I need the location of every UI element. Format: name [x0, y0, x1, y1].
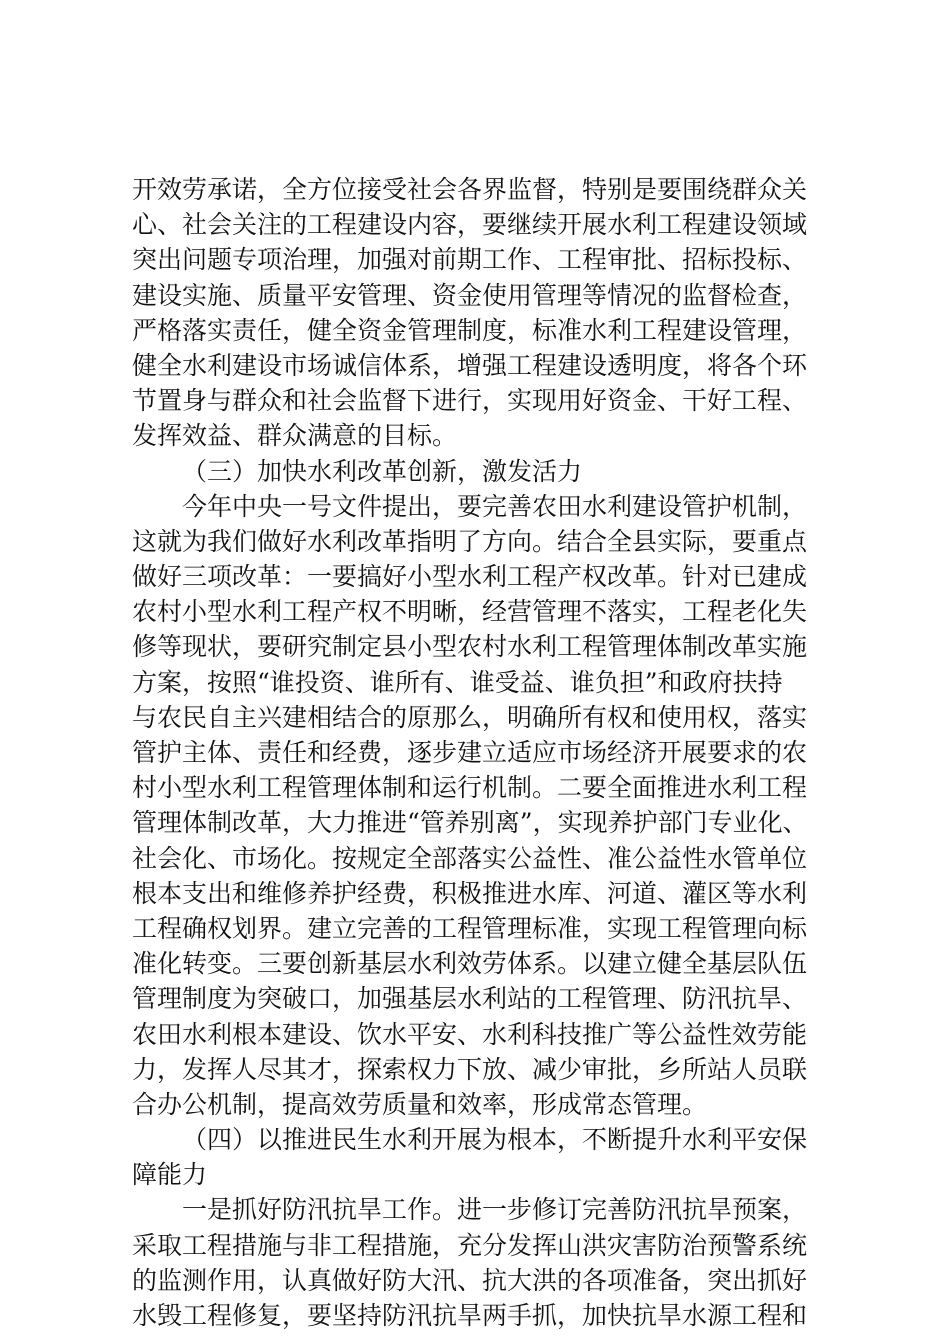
text-line: 开效劳承诺，全方位接受社会各界监督，特别是要围绕群众关: [132, 175, 808, 204]
text-line: 管理制度为突破口，加强基层水利站的工程管理、防汛抗旱、: [132, 984, 808, 1014]
text-line: 合办公机制，提高效劳质量和效率，形成常态管理。: [132, 1089, 708, 1119]
document-body: [132, 172, 822, 1333]
text-line: 根本支出和维修养护经费，积极推进水库、河道、灌区等水利: [132, 878, 808, 908]
text-line: 修等现状，要研究制定县小型农村水利工程管理体制改革实施: [132, 632, 808, 662]
section-heading-4: [132, 1122, 822, 1192]
text-line: 管理体制改革，大力推进“管养别离”，实现养护部门专业化、: [132, 808, 808, 838]
heading-line: 障能力: [132, 1160, 208, 1190]
text-line: 心、社会关注的工程建设内容，要继续开展水利工程建设领域: [132, 210, 808, 240]
section-heading-3: （三）加快水利改革创新，激发活力: [182, 456, 583, 486]
text-line: 力，发挥人尽其才，探索权力下放、减少审批，乡所站人员联: [132, 1054, 808, 1084]
text-line: 突出问题专项治理，加强对前期工作、工程审批、招标投标、: [132, 245, 808, 275]
text-line: 村小型水利工程管理体制和运行机制。二要全面推进水利工程: [132, 773, 808, 803]
text-line: 社会化、市场化。按规定全部落实公益性、准公益性水管单位: [132, 843, 808, 873]
text-line: 方案，按照“谁投资、谁所有、谁受益、谁负担”和政府扶持: [132, 667, 783, 697]
text-line: 农村小型水利工程产权不明晰，经营管理不落实，工程老化失: [132, 597, 808, 627]
paragraph-reform-innovation: [132, 489, 822, 1122]
text-line: 发挥效益、群众满意的目标。: [132, 421, 458, 451]
text-line: 节置身与群众和社会监督下进行，实现用好资金、干好工程、: [132, 386, 808, 416]
text-line: 严格落实责任，健全资金管理制度，标准水利工程建设管理，: [132, 315, 808, 345]
paragraph-continued-supervision: [132, 172, 822, 454]
text-line: 管护主体、责任和经费，逐步建立适应市场经济开展要求的农: [132, 738, 808, 767]
text-line: 这就为我们做好水利改革指明了方向。结合全县实际，要重点: [132, 526, 808, 556]
text-line: 一是抓好防汛抗旱工作。进一步修订完善防汛抗旱预案，: [182, 1195, 808, 1225]
text-line: 做好三项改革：一要搞好小型水利工程产权改革。针对已建成: [132, 562, 808, 592]
text-line: 工程确权划界。建立完善的工程管理标准，实现工程管理向标: [132, 913, 808, 943]
paragraph-flood-drought: [132, 1192, 822, 1333]
text-line: 水毁工程修复，要坚持防汛抗旱两手抓，加快抗旱水源工程和: [132, 1301, 808, 1330]
text-line: 健全水利建设市场诚信体系，增强工程建设透明度，将各个环: [132, 350, 808, 380]
text-line: 采取工程措施与非工程措施，充分发挥山洪灾害防治预警系统: [132, 1230, 808, 1260]
text-line: 准化转变。三要创新基层水利效劳体系。以建立健全基层队伍: [132, 949, 808, 979]
text-line: 农田水利根本建设、饮水平安、水利科技推广等公益性效劳能: [132, 1019, 808, 1049]
heading-line: （四）以推进民生水利开展为根本，不断提升水利平安保: [182, 1125, 808, 1155]
text-line: 与农民自主兴建相结合的原那么，明确所有权和使用权，落实: [132, 702, 808, 732]
text-line: 的监测作用，认真做好防大汛、抗大洪的各项准备，突出抓好: [132, 1265, 808, 1295]
text-line: 建设实施、质量平安管理、资金使用管理等情况的监督检查，: [132, 280, 808, 310]
text-line: 今年中央一号文件提出，要完善农田水利建设管护机制，: [182, 491, 808, 521]
